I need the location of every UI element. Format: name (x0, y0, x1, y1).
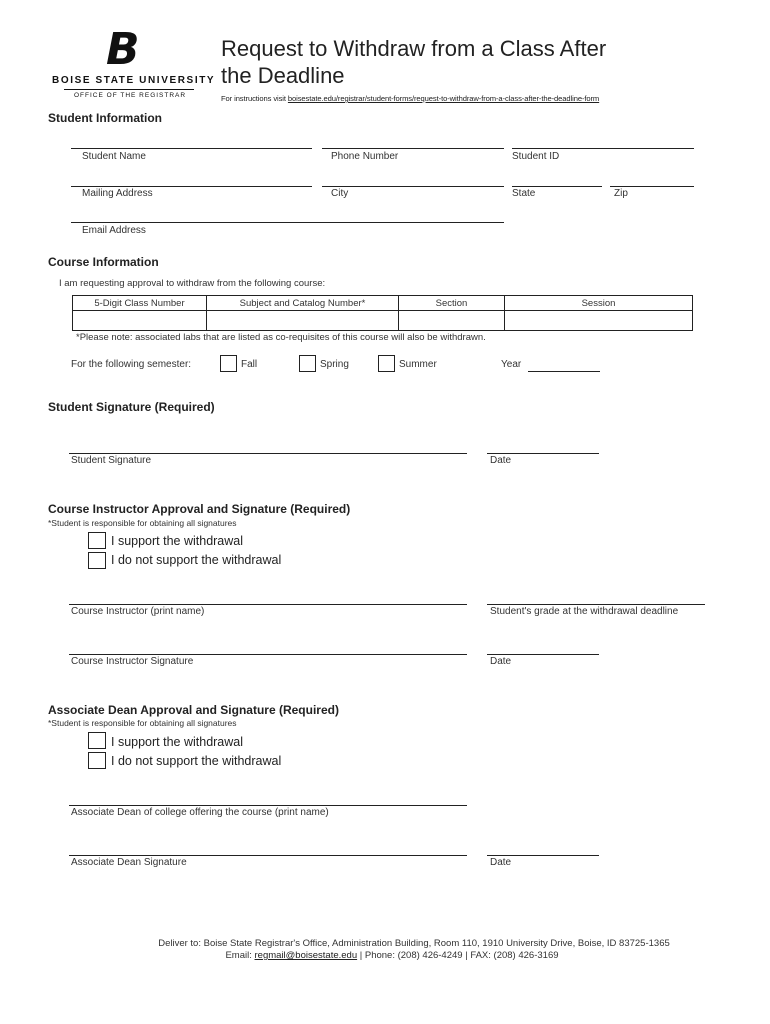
year-line[interactable] (528, 371, 600, 372)
instructor-not-support-label: I do not support the withdrawal (111, 553, 282, 567)
semester-label: For the following semester: (71, 359, 192, 370)
email-line[interactable] (71, 222, 504, 223)
university-name: BOISE STATE UNIVERSITY (52, 75, 216, 86)
grade-line[interactable] (487, 604, 705, 605)
instructor-name-label: Course Instructor (print name) (71, 606, 205, 617)
fall-label: Fall (241, 359, 258, 370)
city-line[interactable] (322, 186, 504, 187)
footer (0, 938, 770, 962)
summer-label: Summer (399, 359, 437, 370)
phone-line[interactable] (322, 148, 504, 149)
footer-address: Deliver to: Boise State Registrar's Office, Administration Building, Room 110, 1910 University Drive, Boise, ID 83725-1365 (158, 938, 670, 949)
instructor-date-label: Date (490, 656, 512, 667)
dean-not-support-label: I do not support the withdrawal (111, 754, 282, 768)
col-section: Section (399, 296, 505, 311)
class-number-cell[interactable] (73, 311, 207, 331)
instructor-support-checkbox[interactable] (88, 532, 106, 549)
instructor-heading: Course Instructor Approval and Signature (Required) (48, 502, 351, 516)
dean-name-label: Associate Dean of college offering the course (print name) (71, 807, 329, 818)
footer-phone-fax: | Phone: (208) 426-4249 | FAX: (208) 426-3169 (357, 950, 559, 961)
student-signature-heading: Student Signature (Required) (48, 400, 215, 414)
instructor-support-label: I support the withdrawal (111, 534, 244, 548)
dean-not-support-checkbox[interactable] (88, 752, 106, 769)
course-intro: I am requesting approval to withdraw from the following course: (59, 278, 326, 289)
student-date-label: Date (490, 455, 512, 466)
city-label: City (331, 188, 349, 199)
title-line-2: the Deadline (221, 63, 345, 88)
student-name-line[interactable] (71, 148, 312, 149)
dean-date-line[interactable] (487, 855, 599, 856)
col-subject-catalog: Subject and Catalog Number* (207, 296, 399, 311)
instructions-link[interactable]: boisestate.edu/registrar/student-forms/request-to-withdraw-from-a-class-after-the-deadline-form (287, 94, 600, 103)
instructor-signature-line[interactable] (69, 654, 467, 655)
student-id-line[interactable] (512, 148, 694, 149)
university-logo (52, 24, 216, 102)
year-label: Year (501, 359, 522, 370)
office-name: OFFICE OF THE REGISTRAR (74, 92, 187, 99)
address-label: Mailing Address (82, 188, 153, 199)
col-session: Session (505, 296, 693, 311)
dean-signature-label: Associate Dean Signature (71, 857, 187, 868)
dean-heading: Associate Dean Approval and Signature (Required) (48, 703, 339, 717)
student-signature-line[interactable] (69, 453, 467, 454)
session-cell[interactable] (505, 311, 693, 331)
email-label: Email Address (82, 225, 146, 236)
footer-contact (0, 950, 770, 962)
dean-signature-line[interactable] (69, 855, 467, 856)
student-date-line[interactable] (487, 453, 599, 454)
instructor-name-line[interactable] (69, 604, 467, 605)
instructor-date-line[interactable] (487, 654, 599, 655)
instructor-note: *Student is responsible for obtaining all signatures (48, 518, 237, 528)
dean-date-label: Date (490, 857, 512, 868)
instructor-not-support-checkbox[interactable] (88, 552, 106, 569)
footer-email-link[interactable]: regmail@boisestate.edu (254, 950, 358, 961)
spring-label: Spring (320, 359, 349, 370)
footer-email-prefix: Email: (225, 950, 255, 961)
dean-note: *Student is responsible for obtaining all signatures (48, 718, 237, 728)
grade-label: Student's grade at the withdrawal deadline (490, 606, 679, 617)
spring-checkbox[interactable] (299, 355, 316, 372)
dean-support-label: I support the withdrawal (111, 735, 244, 749)
course-info-heading: Course Information (48, 255, 159, 269)
zip-label: Zip (614, 188, 628, 199)
student-signature-label: Student Signature (71, 455, 152, 466)
subject-catalog-cell[interactable] (207, 311, 399, 331)
logo-divider (64, 89, 194, 90)
state-label: State (512, 188, 536, 199)
state-line[interactable] (512, 186, 602, 187)
summer-checkbox[interactable] (378, 355, 395, 372)
col-class-number: 5-Digit Class Number (73, 296, 207, 311)
instructions-prefix: For instructions visit (221, 94, 288, 103)
phone-label: Phone Number (331, 151, 399, 162)
dean-name-line[interactable] (69, 805, 467, 806)
fall-checkbox[interactable] (220, 355, 237, 372)
title-line-1: Request to Withdraw from a Class After (221, 36, 607, 61)
section-cell[interactable] (399, 311, 505, 331)
page-title (221, 35, 606, 89)
course-table-header (73, 296, 693, 311)
lab-note: *Please note: associated labs that are listed as co-requisites of this course will also be withdrawn. (76, 332, 486, 343)
student-id-label: Student ID (512, 151, 560, 162)
logo-letter: B (106, 24, 138, 75)
course-table (72, 295, 693, 331)
dean-support-checkbox[interactable] (88, 732, 106, 749)
instructor-signature-label: Course Instructor Signature (71, 656, 194, 667)
zip-line[interactable] (610, 186, 694, 187)
student-info-heading: Student Information (48, 111, 162, 125)
address-line[interactable] (71, 186, 312, 187)
student-name-label: Student Name (82, 151, 146, 162)
instructions-text (221, 94, 599, 103)
course-table-row (73, 311, 693, 331)
